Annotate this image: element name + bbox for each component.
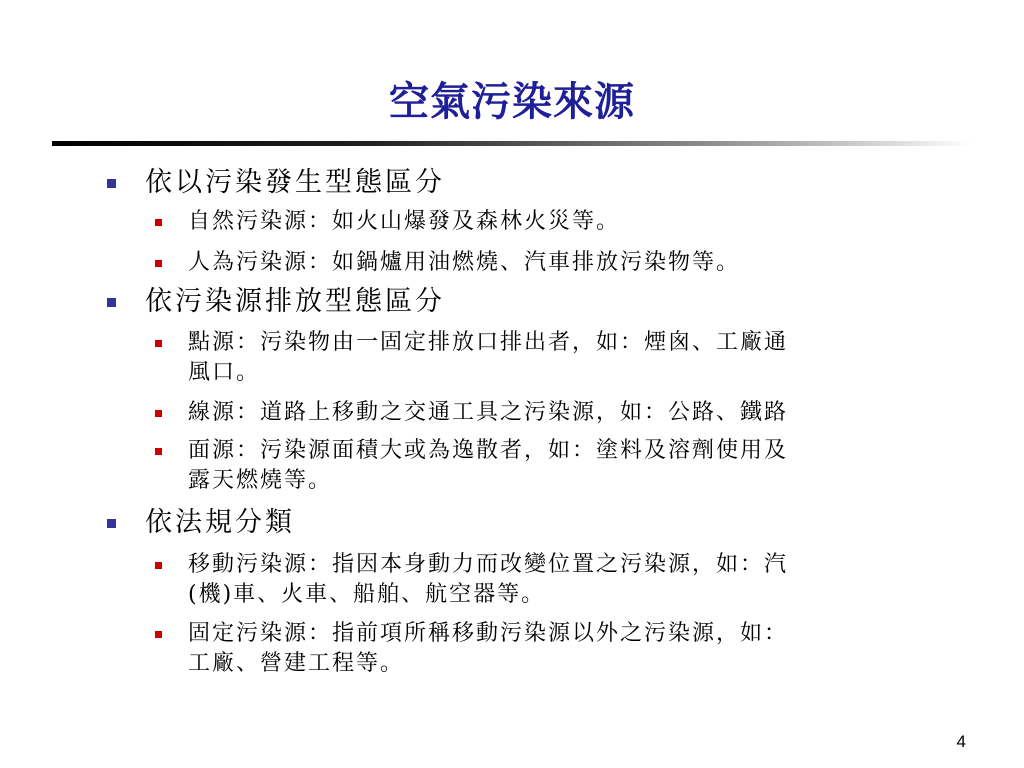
list-item-line: 面源：污染源面積大或為逸散者，如：塗料及溶劑使用及 <box>188 438 789 463</box>
section-heading: 依法規分類 <box>145 507 295 538</box>
list-item-line: 固定污染源：指前項所稱移動污染源以外之污染源，如： <box>188 621 789 646</box>
list-item-line: 露天燃燒等。 <box>188 468 333 493</box>
level1-bullet-icon <box>107 519 116 528</box>
level1-bullet-icon <box>107 179 116 188</box>
list-item-line: 風口。 <box>188 360 261 385</box>
slide-title: 空氣污染來源 <box>389 78 635 125</box>
list-item-line: 自然污染源：如火山爆發及森林火災等。 <box>188 209 621 234</box>
level2-bullet-icon <box>155 410 162 417</box>
level2-bullet-icon <box>155 340 162 347</box>
page-number: 4 <box>956 732 966 751</box>
level2-bullet-icon <box>155 219 162 226</box>
list-item-line: 點源：污染物由一固定排放口排出者，如：煙囪、工廠通 <box>188 330 789 355</box>
list-item-line: 移動污染源：指因本身動力而改變位置之污染源，如：汽 <box>188 552 789 577</box>
level1-bullet-icon <box>107 298 116 307</box>
list-item-line: 人為污染源：如鍋爐用油燃燒、汽車排放污染物等。 <box>188 250 741 275</box>
section-heading: 依以污染發生型態區分 <box>145 167 445 198</box>
section-heading: 依污染源排放型態區分 <box>145 286 445 317</box>
level2-bullet-icon <box>155 562 162 569</box>
title-divider <box>52 141 972 146</box>
level2-bullet-icon <box>155 260 162 267</box>
list-item-line: 工廠、營建工程等。 <box>188 651 405 676</box>
level2-bullet-icon <box>155 631 162 638</box>
list-item-line: (機)車、火車、船舶、航空器等。 <box>188 582 546 607</box>
list-item-line: 線源：道路上移動之交通工具之污染源，如：公路、鐵路 <box>188 400 789 425</box>
level2-bullet-icon <box>155 448 162 455</box>
